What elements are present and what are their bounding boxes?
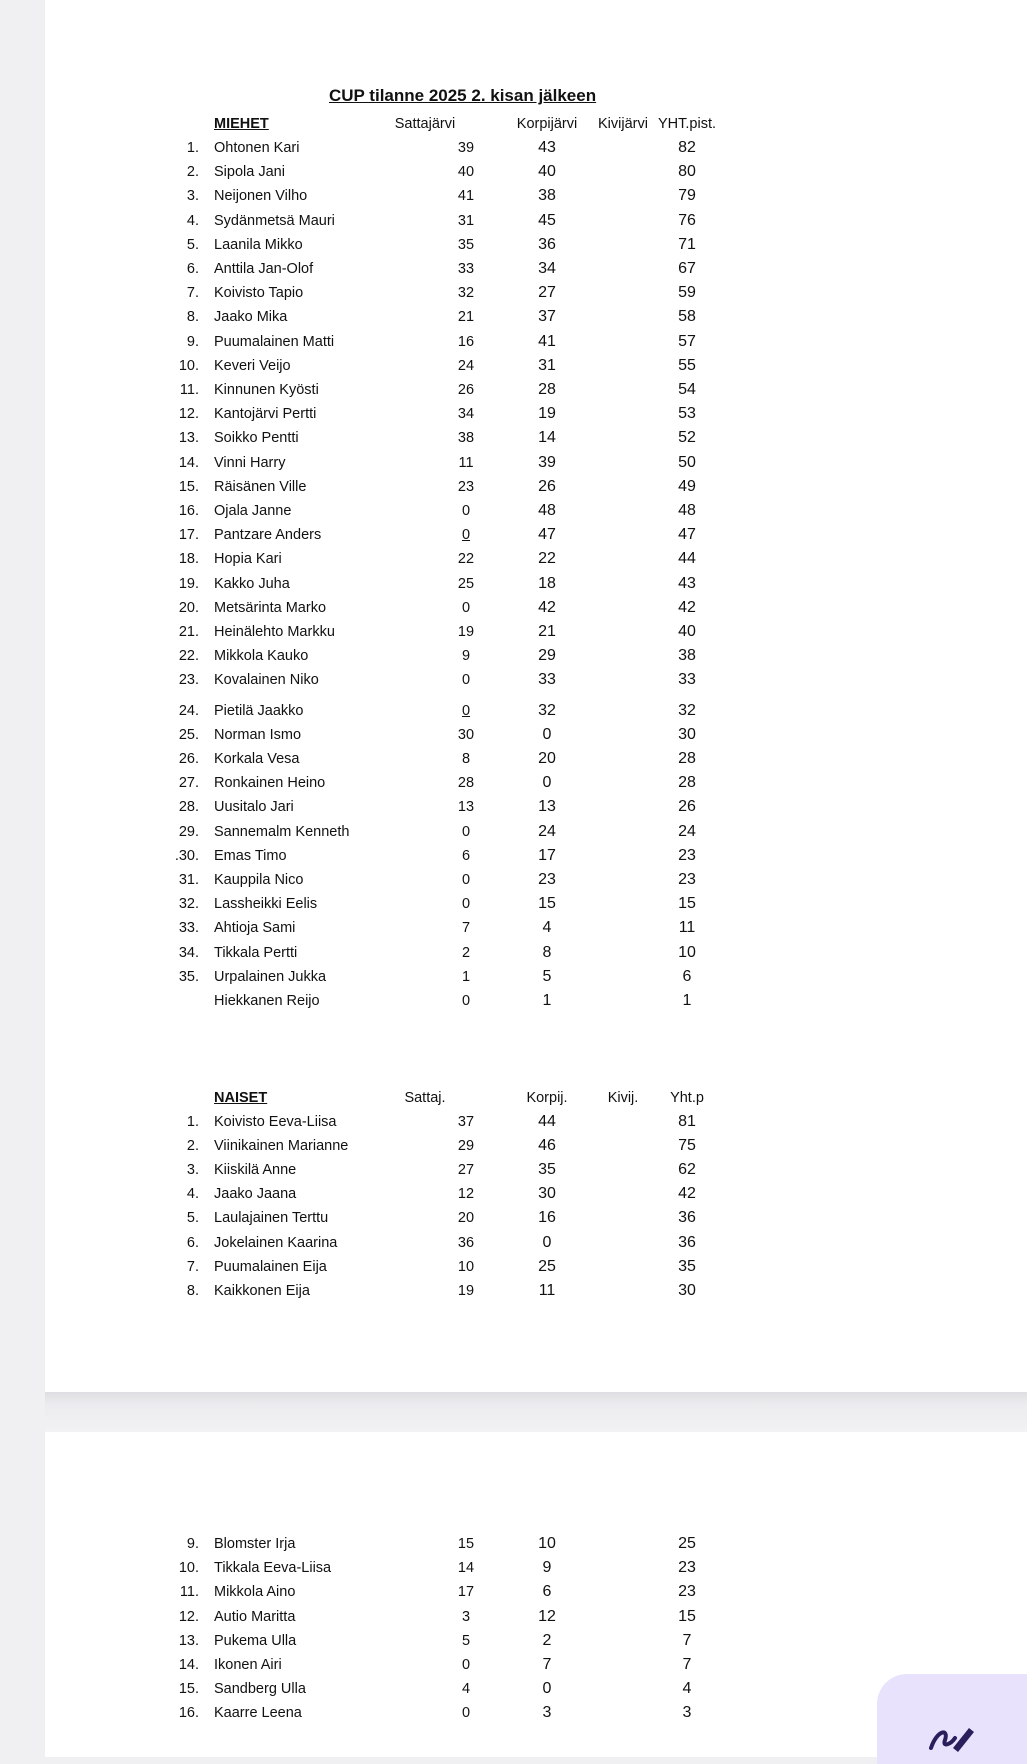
rank-number: 16. (178, 503, 199, 519)
score-sattajarvi: 0 (461, 527, 471, 544)
player-name: Sydänmetsä Mauri (214, 212, 335, 229)
score-total: 49 (678, 477, 696, 495)
player-name: Lassheikki Eelis (214, 896, 318, 913)
score-sattajarvi: 0 (461, 872, 471, 888)
score-korpijarvi: 25 (538, 1257, 556, 1275)
rank-number: 21. (178, 624, 199, 640)
table-row (45, 1135, 1027, 1157)
page-break (45, 1392, 1027, 1432)
player-name: Anttila Jan-Olof (214, 261, 314, 277)
rank-number: 28. (178, 799, 199, 816)
score-korpijarvi: 16 (538, 1209, 556, 1227)
score-total: 25 (678, 1535, 696, 1552)
column-header-kivijarvi: Kivijärvi (598, 116, 648, 132)
pen-icon (927, 1718, 977, 1758)
rank-number: 4. (186, 212, 199, 229)
table-row (45, 1557, 1027, 1579)
player-name: Pukema Ulla (214, 1632, 297, 1649)
rank-number: 9. (186, 1536, 199, 1552)
player-name: Puumalainen Matti (214, 333, 335, 350)
score-total: 28 (678, 774, 696, 792)
score-total: 67 (678, 260, 696, 277)
rank-number: 32. (178, 896, 199, 913)
score-korpijarvi: 0 (542, 1233, 552, 1251)
player-name: Kovalainen Niko (214, 672, 319, 689)
score-sattajarvi: 0 (461, 896, 471, 913)
score-sattajarvi: 0 (461, 672, 471, 689)
score-sattajarvi: 12 (457, 1186, 475, 1203)
score-total: 30 (678, 1281, 696, 1299)
score-sattajarvi: 33 (457, 261, 475, 277)
rank-number: 4. (186, 1186, 199, 1203)
player-name: Neijonen Vilho (214, 188, 308, 205)
score-sattajarvi: 41 (457, 188, 475, 205)
score-korpijarvi: 15 (538, 895, 556, 913)
rank-number: 13. (178, 430, 199, 447)
score-total: 36 (678, 1209, 696, 1227)
player-name: Tikkala Pertti (214, 944, 298, 961)
score-korpijarvi: 34 (538, 260, 556, 277)
score-sattajarvi: 32 (457, 285, 475, 302)
score-korpijarvi: 27 (538, 284, 556, 302)
score-sattajarvi: 24 (457, 357, 475, 374)
rank-number: 22. (178, 648, 199, 665)
player-name: Kakko Juha (214, 575, 290, 592)
score-korpijarvi: 47 (538, 526, 556, 544)
score-korpijarvi: 31 (538, 356, 556, 374)
women-header-row (45, 1087, 1027, 1109)
player-name: Uusitalo Jari (214, 799, 294, 816)
player-name: Hopia Kari (214, 551, 282, 568)
score-sattajarvi: 29 (457, 1138, 475, 1155)
rank-number: 17. (178, 527, 199, 544)
score-korpijarvi: 48 (538, 502, 556, 519)
player-name: Ikonen Airi (214, 1657, 282, 1673)
score-total: 15 (678, 895, 696, 913)
table-row (45, 1232, 1027, 1254)
player-name: Ohtonen Kari (214, 140, 300, 156)
column-header-total: YHT.pist. (657, 116, 716, 132)
column-header-sattaj: Sattaj. (404, 1090, 446, 1106)
score-total: 38 (678, 647, 696, 665)
player-name: Urpalainen Jukka (214, 968, 327, 985)
player-name: Kantojärvi Pertti (214, 406, 317, 423)
score-total: 54 (678, 381, 696, 398)
score-korpijarvi: 24 (538, 822, 556, 840)
score-korpijarvi: 26 (538, 477, 556, 495)
rank-number: 2. (186, 1138, 199, 1155)
rank-number: 15. (178, 478, 199, 495)
score-total: 58 (678, 308, 696, 326)
rank-number: 1. (186, 1114, 199, 1130)
score-korpijarvi: 23 (538, 871, 556, 888)
score-total: 33 (678, 671, 696, 689)
score-korpijarvi: 8 (542, 943, 552, 961)
rank-number: 6. (186, 1234, 199, 1251)
score-sattajarvi: 4 (461, 1681, 471, 1698)
score-total: 15 (678, 1607, 696, 1625)
score-sattajarvi: 21 (457, 309, 475, 326)
rank-number: 25. (178, 726, 199, 743)
score-sattajarvi: 23 (457, 478, 475, 495)
rank-number: 14. (178, 1657, 199, 1673)
player-name: Kiiskilä Anne (214, 1162, 297, 1179)
score-total: 23 (678, 871, 696, 888)
table-row (45, 1183, 1027, 1205)
score-sattajarvi: 6 (461, 847, 471, 864)
page-title: CUP tilanne 2025 2. kisan jälkeen (329, 86, 597, 105)
player-name: Blomster Irja (214, 1536, 296, 1552)
score-sattajarvi: 8 (461, 751, 471, 767)
player-name: Sannemalm Kenneth (214, 823, 350, 840)
score-sattajarvi: 31 (457, 212, 475, 229)
score-total: 10 (678, 943, 696, 961)
score-sattajarvi: 39 (457, 140, 475, 156)
score-total: 36 (678, 1233, 696, 1251)
rank-number: 10. (178, 1560, 199, 1577)
score-korpijarvi: 4 (542, 919, 552, 937)
score-sattajarvi: 1 (461, 968, 471, 985)
player-name: Ahtioja Sami (214, 920, 296, 937)
score-sattajarvi: 34 (457, 406, 475, 423)
score-korpijarvi: 35 (538, 1161, 556, 1179)
score-korpijarvi: 28 (538, 381, 556, 398)
score-sattajarvi: 19 (457, 624, 475, 640)
score-total: 82 (678, 139, 696, 156)
player-name: Kinnunen Kyösti (214, 382, 319, 398)
score-korpijarvi: 36 (538, 235, 556, 253)
score-total: 75 (678, 1137, 696, 1155)
player-name: Korkala Vesa (214, 751, 300, 767)
score-korpijarvi: 13 (538, 798, 556, 816)
rank-number: 7. (186, 285, 199, 302)
score-total: 57 (678, 332, 696, 350)
score-korpijarvi: 2 (542, 1631, 552, 1649)
table-row (45, 1533, 1027, 1555)
score-korpijarvi: 46 (538, 1137, 556, 1155)
rank-number: 11. (179, 382, 199, 398)
rank-number: 6. (186, 261, 199, 277)
rank-number: 23. (178, 672, 199, 689)
rank-number: 8. (186, 309, 199, 326)
table-row (45, 1654, 1027, 1676)
score-korpijarvi: 21 (538, 623, 556, 640)
score-total: 3 (682, 1704, 692, 1722)
table-row (45, 1207, 1027, 1229)
rank-number: 8. (186, 1282, 199, 1299)
score-sattajarvi: 0 (461, 823, 471, 840)
player-name: Tikkala Eeva-Liisa (214, 1560, 332, 1577)
player-name: Norman Ismo (214, 726, 302, 743)
rank-number: 12. (178, 406, 199, 423)
player-name: Sipola Jani (214, 164, 285, 181)
score-total: 23 (678, 846, 696, 864)
score-korpijarvi: 33 (538, 671, 556, 689)
score-korpijarvi: 32 (538, 701, 556, 719)
score-total: 1 (682, 992, 692, 1009)
edit-button[interactable] (877, 1674, 1027, 1764)
rank-number: 27. (178, 775, 199, 792)
score-total: 11 (678, 919, 696, 937)
score-total: 6 (682, 967, 692, 985)
score-total: 28 (678, 750, 696, 767)
player-name: Laulajainen Terttu (214, 1210, 329, 1227)
column-header-yht: Yht.p (670, 1090, 704, 1106)
rank-number: 15. (178, 1681, 199, 1698)
rank-number: 26. (178, 751, 199, 767)
score-sattajarvi: 38 (457, 430, 475, 447)
player-name: Koivisto Tapio (214, 285, 304, 302)
score-total: 59 (678, 284, 696, 302)
score-korpijarvi: 14 (538, 429, 556, 447)
score-sattajarvi: 14 (457, 1560, 475, 1577)
player-name: Vinni Harry (214, 454, 286, 471)
rank-number: 29. (178, 823, 199, 840)
rank-number: 11. (179, 1584, 199, 1601)
column-header-korpij: Korpij. (526, 1090, 568, 1106)
score-total: 62 (678, 1161, 696, 1179)
score-total: 55 (678, 356, 696, 374)
score-sattajarvi: 5 (461, 1632, 471, 1649)
player-name: Kaarre Leena (214, 1705, 302, 1722)
rank-number: 12. (178, 1608, 199, 1625)
column-header-sattajarvi: Sattajärvi (394, 116, 456, 132)
rank-number: 5. (186, 1210, 199, 1227)
player-name: Ronkainen Heino (214, 775, 326, 792)
rank-number: 35. (178, 968, 199, 985)
score-korpijarvi: 29 (538, 647, 556, 665)
score-total: 42 (678, 598, 696, 616)
rank-number: 18. (178, 551, 199, 568)
score-korpijarvi: 10 (538, 1535, 556, 1552)
score-sattajarvi: 11 (458, 454, 474, 471)
score-sattajarvi: 0 (461, 503, 471, 519)
score-sattajarvi: 40 (457, 164, 475, 181)
score-sattajarvi: 20 (457, 1210, 475, 1227)
score-korpijarvi: 1 (542, 992, 552, 1009)
score-sattajarvi: 10 (457, 1258, 475, 1275)
score-total: 43 (678, 574, 696, 592)
rank-number: 3. (186, 1162, 199, 1179)
player-name: Metsärinta Marko (214, 599, 327, 616)
column-header-korpijarvi: Korpijärvi (516, 116, 578, 132)
player-name: Laanila Mikko (214, 236, 303, 253)
score-korpijarvi: 9 (542, 1559, 552, 1577)
score-sattajarvi: 25 (457, 575, 475, 592)
score-total: 48 (678, 502, 696, 519)
player-name: Jokelainen Kaarina (214, 1234, 338, 1251)
score-total: 24 (678, 822, 696, 840)
score-sattajarvi: 28 (457, 775, 475, 792)
score-sattajarvi: 0 (461, 993, 471, 1009)
score-sattajarvi: 0 (461, 599, 471, 616)
men-section-heading: MIEHET (214, 116, 269, 132)
player-name: Jaako Mika (214, 309, 288, 326)
score-korpijarvi: 17 (538, 846, 556, 864)
player-name: Pantzare Anders (214, 527, 322, 544)
player-name: Keveri Veijo (214, 357, 291, 374)
score-total: 7 (682, 1631, 692, 1649)
score-sattajarvi: 2 (461, 944, 471, 961)
player-name: Pietilä Jaakko (214, 702, 304, 719)
score-korpijarvi: 0 (542, 1680, 552, 1698)
score-sattajarvi: 7 (461, 920, 471, 937)
score-korpijarvi: 41 (538, 332, 556, 350)
score-total: 81 (678, 1113, 696, 1130)
table-row (45, 1256, 1027, 1278)
score-sattajarvi: 26 (457, 382, 475, 398)
player-name: Kauppila Nico (214, 872, 304, 888)
score-korpijarvi: 44 (538, 1113, 556, 1130)
player-name: Ojala Janne (214, 503, 292, 519)
score-korpijarvi: 12 (538, 1607, 556, 1625)
score-korpijarvi: 39 (538, 453, 556, 471)
score-korpijarvi: 30 (538, 1185, 556, 1203)
player-name: Soikko Pentti (214, 430, 299, 447)
table-row (45, 1606, 1027, 1628)
rank-number: 16. (178, 1705, 199, 1722)
score-sattajarvi: 3 (461, 1608, 471, 1625)
rank-number: 33. (178, 920, 199, 937)
score-total: 7 (682, 1656, 692, 1673)
rank-number: 1. (186, 140, 199, 156)
score-total: 4 (682, 1680, 692, 1698)
score-total: 40 (678, 623, 696, 640)
player-name: Emas Timo (214, 847, 287, 864)
score-sattajarvi: 37 (457, 1114, 475, 1130)
rank-number: 31. (178, 872, 199, 888)
rank-number: 3. (186, 188, 199, 205)
rank-number: 34. (178, 944, 199, 961)
score-sattajarvi: 15 (457, 1536, 475, 1552)
player-name: Sandberg Ulla (214, 1681, 306, 1698)
rank-number: 7. (186, 1258, 199, 1275)
table-row (45, 1581, 1027, 1603)
score-sattajarvi: 16 (457, 333, 475, 350)
rank-number: 13. (178, 1632, 199, 1649)
score-total: 79 (678, 187, 696, 205)
player-name: Puumalainen Eija (214, 1258, 327, 1275)
score-total: 53 (678, 405, 696, 423)
rank-number: 20. (178, 599, 199, 616)
score-korpijarvi: 18 (538, 574, 556, 592)
player-name: Räisänen Ville (214, 478, 307, 495)
score-sattajarvi: 36 (457, 1234, 475, 1251)
score-total: 71 (678, 235, 696, 253)
player-name: Kaikkonen Eija (214, 1282, 310, 1299)
score-total: 52 (678, 429, 696, 447)
player-name: Mikkola Kauko (214, 648, 309, 665)
score-sattajarvi: 27 (457, 1162, 475, 1179)
score-korpijarvi: 11 (538, 1281, 556, 1299)
score-total: 30 (678, 725, 696, 743)
score-total: 44 (678, 550, 696, 568)
score-korpijarvi: 0 (542, 725, 552, 743)
score-korpijarvi: 5 (542, 967, 552, 985)
player-name: Hiekkanen Reijo (214, 993, 320, 1009)
score-total: 80 (678, 163, 696, 181)
score-total: 35 (678, 1257, 696, 1275)
score-sattajarvi: 17 (457, 1584, 475, 1601)
player-name: Koivisto Eeva-Liisa (214, 1114, 337, 1130)
score-korpijarvi: 20 (538, 750, 556, 767)
table-row (45, 1159, 1027, 1181)
rank-number: 19. (178, 575, 199, 592)
score-korpijarvi: 0 (542, 774, 552, 792)
document-page-1 (45, 0, 1027, 1392)
score-sattajarvi: 30 (457, 726, 475, 743)
score-total: 26 (678, 798, 696, 816)
score-korpijarvi: 37 (538, 308, 556, 326)
score-sattajarvi: 0 (461, 1705, 471, 1722)
score-korpijarvi: 22 (538, 550, 556, 568)
rank-number: .30. (174, 847, 199, 864)
rank-number: 2. (186, 164, 199, 181)
score-total: 23 (678, 1559, 696, 1577)
rank-number: 24. (178, 702, 199, 719)
women-section-heading: NAISET (214, 1090, 268, 1106)
table-row (45, 1111, 1027, 1133)
rank-number: 5. (186, 236, 199, 253)
score-korpijarvi: 40 (538, 163, 556, 181)
score-sattajarvi: 22 (457, 551, 475, 568)
score-sattajarvi: 35 (457, 236, 475, 253)
score-korpijarvi: 43 (538, 139, 556, 156)
player-name: Heinälehto Markku (214, 624, 335, 640)
score-korpijarvi: 42 (538, 598, 556, 616)
score-sattajarvi: 9 (461, 648, 471, 665)
table-row (45, 1280, 1027, 1302)
score-sattajarvi: 13 (457, 799, 475, 816)
score-korpijarvi: 45 (538, 211, 556, 229)
score-sattajarvi: 0 (461, 702, 471, 719)
column-header-kivij: Kivij. (607, 1090, 639, 1106)
score-total: 32 (678, 701, 696, 719)
women-standings-table (45, 0, 1027, 1392)
score-total: 50 (678, 453, 696, 471)
player-name: Autio Maritta (214, 1608, 296, 1625)
rank-number: 9. (186, 333, 199, 350)
score-total: 47 (678, 526, 696, 544)
score-total: 42 (678, 1185, 696, 1203)
player-name: Viinikainen Marianne (214, 1138, 349, 1155)
rank-number: 14. (178, 454, 199, 471)
rank-number: 10. (178, 357, 199, 374)
player-name: Jaako Jaana (214, 1186, 297, 1203)
score-korpijarvi: 6 (542, 1583, 552, 1601)
table-row (45, 1630, 1027, 1652)
score-sattajarvi: 19 (457, 1282, 475, 1299)
score-total: 23 (678, 1583, 696, 1601)
score-korpijarvi: 38 (538, 187, 556, 205)
player-name: Mikkola Aino (214, 1584, 296, 1601)
score-total: 76 (678, 211, 696, 229)
score-korpijarvi: 19 (538, 405, 556, 423)
score-korpijarvi: 3 (542, 1704, 552, 1722)
score-sattajarvi: 0 (461, 1657, 471, 1673)
score-korpijarvi: 7 (542, 1656, 552, 1673)
